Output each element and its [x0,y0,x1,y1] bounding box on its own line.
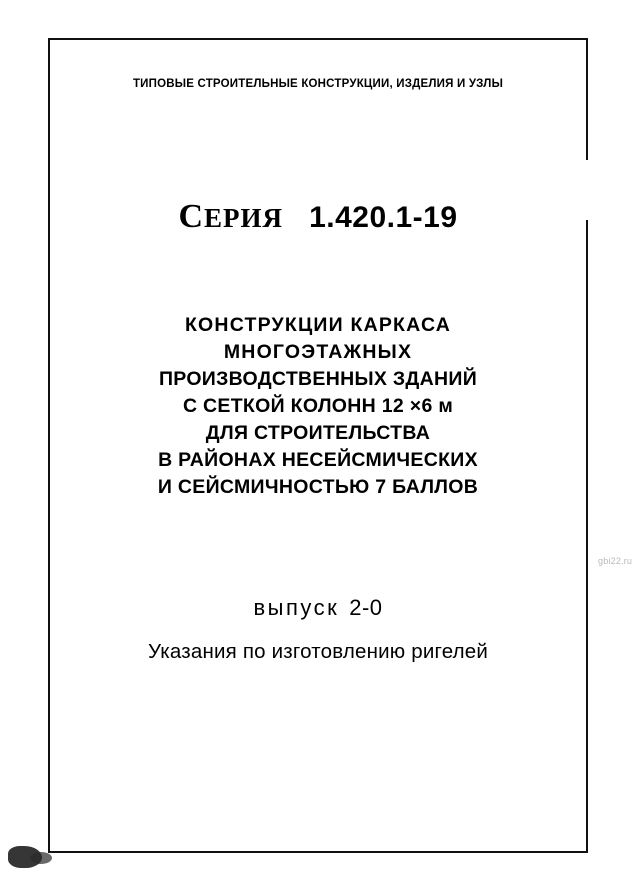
series-label [178,198,284,235]
title-line: ПРОИЗВОДСТВЕННЫХ ЗДАНИЙ [158,368,478,390]
document-subtitle: Указания по изготовлению ригелей [147,640,489,663]
document-category-heading: ТИПОВЫЕ СТРОИТЕЛЬНЫЕ КОНСТРУКЦИИ, ИЗДЕЛИЯ И УЗЛЫ [132,78,504,90]
issue-number: 2-0 [349,595,383,620]
series-line [50,198,586,236]
issue-line [50,595,586,621]
issue-label: выпуск [253,595,340,620]
title-line: МНОГОЭТАЖНЫХ [223,341,413,363]
series-number: 1.420.1-19 [309,201,458,234]
title-page-content [50,40,586,851]
watermark-text: gbi22.ru [598,556,632,566]
title-line: ДЛЯ СТРОИТЕЛЬСТВА [205,422,431,444]
scan-artifact-smudge-secondary [30,852,52,864]
series-label-rest: ЕРИЯ [204,203,284,233]
series-label-initial: С [178,198,205,235]
title-page-frame [48,38,588,853]
title-line: КОНСТРУКЦИИ КАРКАСА [184,314,452,336]
title-line: В РАЙОНАХ НЕСЕЙСМИЧЕСКИХ [158,449,478,471]
title-line: И СЕЙСМИЧНОСТЬЮ 7 БАЛЛОВ [157,476,479,498]
document-title-block [50,312,586,501]
title-line: С СЕТКОЙ КОЛОНН 12 ×6 м [182,395,454,417]
